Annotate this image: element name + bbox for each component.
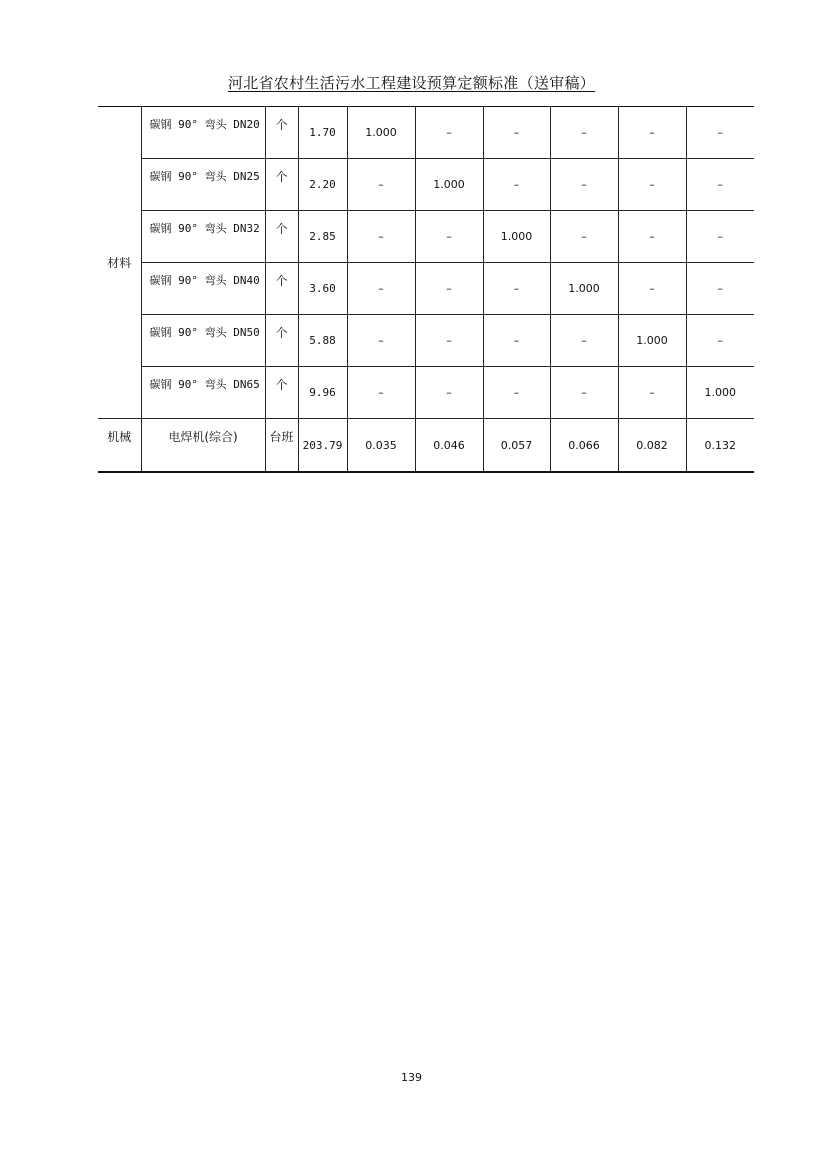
item-price: 2.85 [298, 211, 347, 263]
item-unit: 个 [265, 159, 298, 211]
table-row [98, 367, 754, 419]
value-cell: – [347, 211, 415, 263]
value-cell: – [483, 263, 550, 315]
item-name: 碳钢 90° 弯头 DN25 [141, 159, 265, 211]
value-cell: – [618, 107, 686, 159]
value-cell: – [686, 315, 754, 367]
item-name: 碳钢 90° 弯头 DN20 [141, 107, 265, 159]
value-cell: – [686, 263, 754, 315]
value-cell: – [347, 159, 415, 211]
table-row [98, 107, 754, 159]
value-cell: – [550, 107, 618, 159]
item-unit: 个 [265, 107, 298, 159]
category-cell-material: 材料 [98, 107, 141, 419]
item-name: 碳钢 90° 弯头 DN65 [141, 367, 265, 419]
item-price: 3.60 [298, 263, 347, 315]
value-cell: 1.000 [686, 367, 754, 419]
value-cell: – [415, 367, 483, 419]
value-cell: – [483, 107, 550, 159]
value-cell: – [415, 263, 483, 315]
value-cell: 0.035 [347, 419, 415, 473]
item-price: 203.79 [298, 419, 347, 473]
item-unit: 个 [265, 263, 298, 315]
category-cell-machine: 机械 [98, 419, 141, 473]
item-name: 碳钢 90° 弯头 DN40 [141, 263, 265, 315]
value-cell: 0.057 [483, 419, 550, 473]
value-cell: 0.082 [618, 419, 686, 473]
item-price: 2.20 [298, 159, 347, 211]
quota-table [98, 106, 754, 473]
value-cell: 1.000 [618, 315, 686, 367]
value-cell: – [483, 159, 550, 211]
value-cell: 0.046 [415, 419, 483, 473]
item-unit: 台班 [265, 419, 298, 473]
page-title [0, 72, 823, 93]
table-row [98, 315, 754, 367]
value-cell: – [415, 211, 483, 263]
value-cell: – [618, 211, 686, 263]
item-unit: 个 [265, 211, 298, 263]
value-cell: 1.000 [347, 107, 415, 159]
value-cell: – [347, 367, 415, 419]
value-cell: – [618, 367, 686, 419]
value-cell: – [618, 263, 686, 315]
item-name: 电焊机(综合) [141, 419, 265, 473]
item-name: 碳钢 90° 弯头 DN50 [141, 315, 265, 367]
page-title-text: 河北省农村生活污水工程建设预算定额标准（送审稿） [227, 74, 596, 92]
page-number: 139 [401, 1071, 422, 1084]
value-cell: – [415, 107, 483, 159]
value-cell: – [550, 315, 618, 367]
table-row [98, 263, 754, 315]
value-cell: – [618, 159, 686, 211]
value-cell: 1.000 [483, 211, 550, 263]
value-cell: – [483, 367, 550, 419]
item-price: 9.96 [298, 367, 347, 419]
value-cell: 1.000 [550, 263, 618, 315]
item-name: 碳钢 90° 弯头 DN32 [141, 211, 265, 263]
value-cell: 1.000 [415, 159, 483, 211]
value-cell: 0.132 [686, 419, 754, 473]
value-cell: – [347, 263, 415, 315]
value-cell: – [550, 211, 618, 263]
item-unit: 个 [265, 367, 298, 419]
item-unit: 个 [265, 315, 298, 367]
value-cell: – [550, 367, 618, 419]
value-cell: – [483, 315, 550, 367]
value-cell: – [686, 159, 754, 211]
value-cell: 0.066 [550, 419, 618, 473]
value-cell: – [686, 211, 754, 263]
item-price: 5.88 [298, 315, 347, 367]
table-row-machine [98, 419, 754, 473]
table-row [98, 159, 754, 211]
value-cell: – [415, 315, 483, 367]
table-row [98, 211, 754, 263]
item-price: 1.70 [298, 107, 347, 159]
value-cell: – [686, 107, 754, 159]
value-cell: – [347, 315, 415, 367]
value-cell: – [550, 159, 618, 211]
